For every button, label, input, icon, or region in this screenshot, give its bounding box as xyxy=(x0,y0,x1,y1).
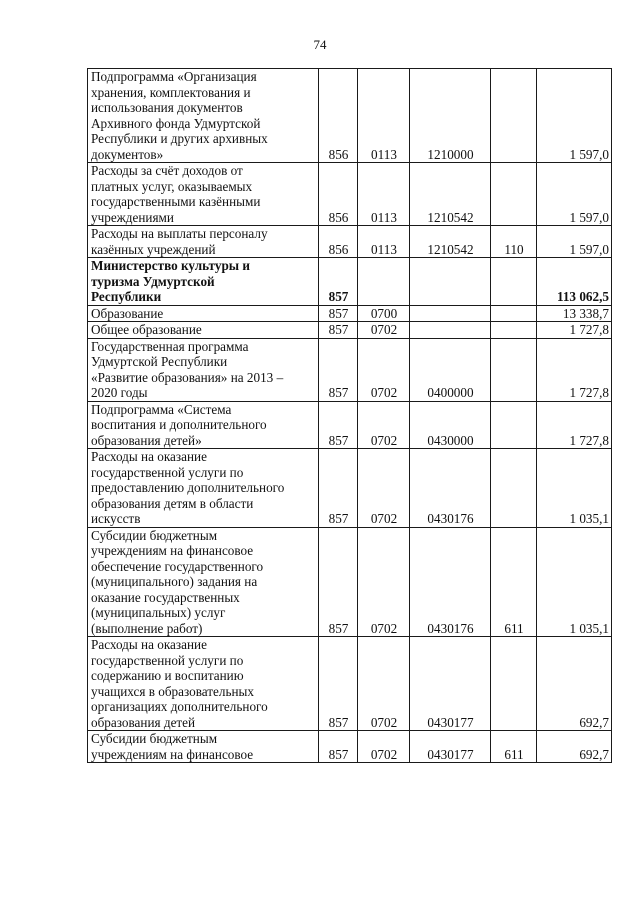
row-name-cell: Расходы на оказание государственной услуги по предоставлению дополнительного образования детям в области искусств xyxy=(88,449,319,528)
table-row xyxy=(88,69,612,163)
amount-cell: 692,7 xyxy=(537,731,612,763)
section-code-cell: 0113 xyxy=(358,69,410,163)
table-row xyxy=(88,226,612,258)
row-name-cell: Субсидии бюджетным учреждениям на финансовое xyxy=(88,731,319,763)
amount-cell: 1 727,8 xyxy=(537,338,612,401)
ministry-code-cell: 857 xyxy=(319,731,358,763)
ministry-code-cell: 856 xyxy=(319,226,358,258)
amount-cell: 1 727,8 xyxy=(537,322,612,339)
section-code-cell xyxy=(358,258,410,306)
target-code-cell: 0430176 xyxy=(410,449,491,528)
table-row xyxy=(88,731,612,763)
ministry-code-cell: 857 xyxy=(319,338,358,401)
row-name-cell: Государственная программа Удмуртской Республики «Развитие образования» на 2013 – 2020 годы xyxy=(88,338,319,401)
expense-type-cell xyxy=(491,401,537,449)
amount-cell: 1 035,1 xyxy=(537,527,612,637)
row-name-cell: Расходы за счёт доходов от платных услуг, оказываемых государственными казёнными учреждениями xyxy=(88,163,319,226)
amount-cell: 1 597,0 xyxy=(537,226,612,258)
expense-type-cell xyxy=(491,449,537,528)
section-code-cell: 0113 xyxy=(358,163,410,226)
section-code-cell: 0700 xyxy=(358,305,410,322)
amount-cell: 13 338,7 xyxy=(537,305,612,322)
expense-type-cell xyxy=(491,163,537,226)
amount-cell: 1 597,0 xyxy=(537,163,612,226)
expense-type-cell: 611 xyxy=(491,527,537,637)
target-code-cell: 0430000 xyxy=(410,401,491,449)
row-name-cell: Общее образование xyxy=(88,322,319,339)
target-code-cell: 1210542 xyxy=(410,226,491,258)
ministry-code-cell: 857 xyxy=(319,449,358,528)
table-row xyxy=(88,401,612,449)
target-code-cell: 0430176 xyxy=(410,527,491,637)
section-code-cell: 0113 xyxy=(358,226,410,258)
row-name-cell: Подпрограмма «Организация хранения, комплектования и использования документов Архивного фонда Удмуртской Республики и других архивных документов» xyxy=(88,69,319,163)
target-code-cell xyxy=(410,258,491,306)
ministry-code-cell: 857 xyxy=(319,401,358,449)
ministry-code-cell: 857 xyxy=(319,527,358,637)
section-code-cell: 0702 xyxy=(358,449,410,528)
row-name-cell: Подпрограмма «Система воспитания и дополнительного образования детей» xyxy=(88,401,319,449)
ministry-code-cell: 857 xyxy=(319,637,358,731)
table-row xyxy=(88,322,612,339)
expense-type-cell xyxy=(491,305,537,322)
expense-type-cell xyxy=(491,338,537,401)
target-code-cell: 1210542 xyxy=(410,163,491,226)
section-code-cell: 0702 xyxy=(358,322,410,339)
row-name-cell: Субсидии бюджетным учреждениям на финансовое обеспечение государственного (муниципального) задания на оказание государственных (муниципальных) услуг (выполнение работ) xyxy=(88,527,319,637)
amount-cell: 1 597,0 xyxy=(537,69,612,163)
expense-type-cell: 110 xyxy=(491,226,537,258)
target-code-cell: 1210000 xyxy=(410,69,491,163)
budget-table-body xyxy=(88,69,612,763)
table-row xyxy=(88,449,612,528)
target-code-cell: 0400000 xyxy=(410,338,491,401)
amount-cell: 113 062,5 xyxy=(537,258,612,306)
row-name-cell: Образование xyxy=(88,305,319,322)
expense-type-cell xyxy=(491,637,537,731)
ministry-code-cell: 857 xyxy=(319,305,358,322)
expense-type-cell xyxy=(491,258,537,306)
page-number: 74 xyxy=(313,37,327,52)
target-code-cell: 0430177 xyxy=(410,731,491,763)
table-row xyxy=(88,163,612,226)
ministry-code-cell: 857 xyxy=(319,258,358,306)
ministry-code-cell: 856 xyxy=(319,69,358,163)
table-row xyxy=(88,338,612,401)
row-name-cell: Министерство культуры и туризма Удмуртской Республики xyxy=(88,258,319,306)
budget-table xyxy=(87,68,612,763)
target-code-cell xyxy=(410,305,491,322)
table-row xyxy=(88,637,612,731)
expense-type-cell xyxy=(491,69,537,163)
table-row xyxy=(88,305,612,322)
target-code-cell xyxy=(410,322,491,339)
row-name-cell: Расходы на оказание государственной услуги по содержанию и воспитанию учащихся в образовательных организациях дополнительного образования детей xyxy=(88,637,319,731)
amount-cell: 1 035,1 xyxy=(537,449,612,528)
amount-cell: 1 727,8 xyxy=(537,401,612,449)
section-code-cell: 0702 xyxy=(358,401,410,449)
amount-cell: 692,7 xyxy=(537,637,612,731)
expense-type-cell: 611 xyxy=(491,731,537,763)
target-code-cell: 0430177 xyxy=(410,637,491,731)
ministry-code-cell: 856 xyxy=(319,163,358,226)
section-code-cell: 0702 xyxy=(358,527,410,637)
expense-type-cell xyxy=(491,322,537,339)
ministry-code-cell: 857 xyxy=(319,322,358,339)
row-name-cell: Расходы на выплаты персоналу казённых учреждений xyxy=(88,226,319,258)
section-code-cell: 0702 xyxy=(358,338,410,401)
table-row xyxy=(88,527,612,637)
section-code-cell: 0702 xyxy=(358,637,410,731)
table-row xyxy=(88,258,612,306)
section-code-cell: 0702 xyxy=(358,731,410,763)
